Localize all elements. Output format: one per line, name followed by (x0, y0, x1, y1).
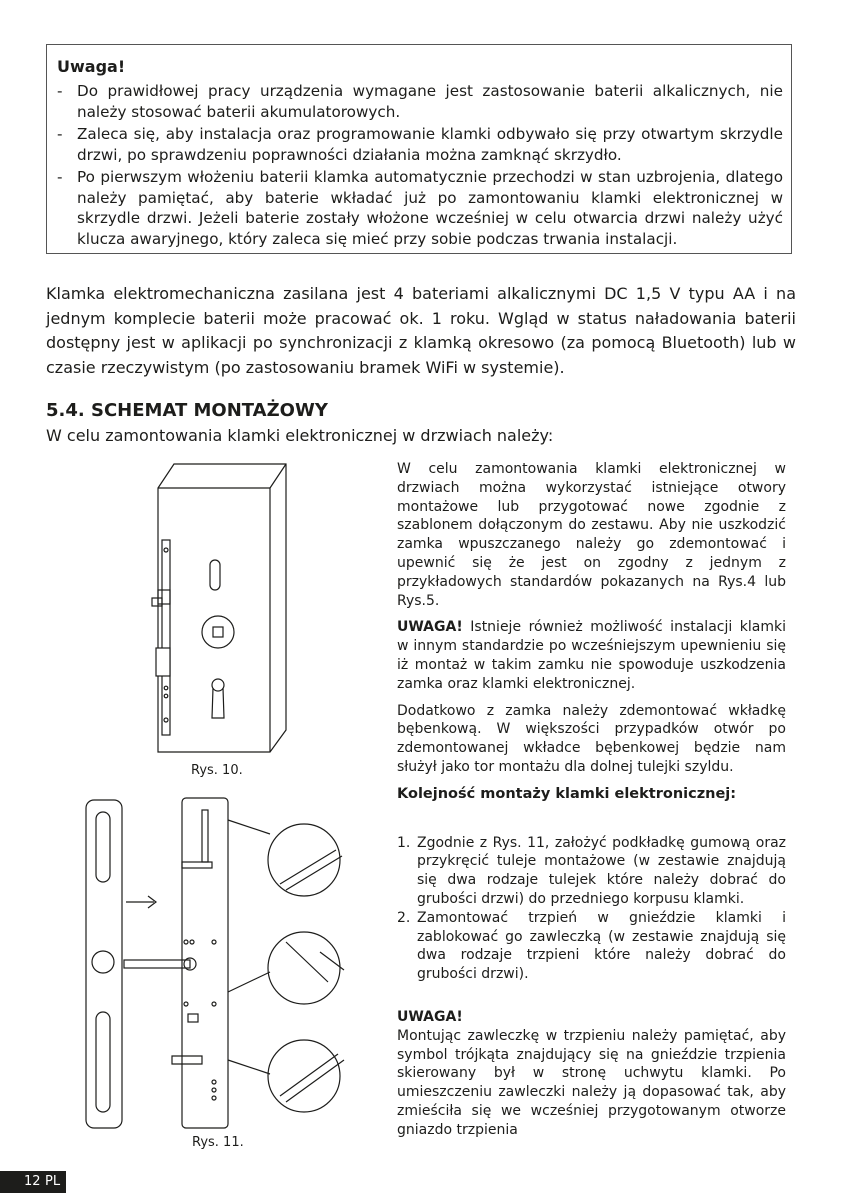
page-number: 12 (24, 1174, 41, 1189)
list-item: 2. Zamontować trzpień w gnieździe klamki i zablokować go zawleczką (w zestawie znajdują się dwa rodzaje trzpieni które należy dobrać do grubości drzwi). (397, 909, 786, 983)
warning-paragraph (397, 618, 786, 693)
right-column (397, 460, 786, 1148)
warning-lead: UWAGA! (397, 619, 463, 636)
language-code: PL (45, 1174, 61, 1189)
figure-10-caption: Rys. 10. (191, 763, 243, 778)
steps-list (397, 834, 786, 984)
figure-11-caption: Rys. 11. (192, 1135, 244, 1150)
figure-10-door-diagram (150, 460, 290, 762)
warning-item: - Po pierwszym włożeniu baterii klamka automatycznie przechodzi w stan uzbrojenia, dlatego należy pamiętać, aby baterie wkładać już po zamontowaniu klamki elektronicznej w skrzydle drzwi. Jeżeli baterie zostały włożone wcześniej w celu otwarcia drzwi należy użyć klucza awaryjnego, który zaleca się mieć przy sobie podczas trwania instalacji. (57, 168, 783, 248)
figure-11-assembly-diagram (74, 792, 374, 1132)
warning-text: Istnieje również możliwość instalacji klamki w innym standardzie po wcześniejszym upewnieniu się iż montaż w takim zamku nie spowoduje uszkodzenia zamka oraz klamki elektronicznej. (397, 619, 786, 692)
note-title: UWAGA! (397, 1008, 463, 1025)
cylinder-paragraph: Dodatkowo z zamka należy zdemontować wkładkę bębenkową. W większości przypadków otwór po zdemontowanej wkładce bębenkowej będzie nam służył jako tor montażu dla dolnej tulejki szyldu. (397, 702, 786, 775)
list-item: 1. Zgodnie z Rys. 11, założyć podkładkę gumową oraz przykręcić tuleje montażowe (w zestawie znajdują się dwa rodzaje tulejek które należy dobrać do grubości drzwi) do przedniego korpusu klamki. (397, 834, 786, 907)
steps-title: Kolejność montaży klamki elektronicznej: (397, 785, 737, 802)
mounting-paragraph: W celu zamontowania klamki elektronicznej w drzwiach można wykorzystać istniejące otwory montażowe lub przygotować nowe zgodnie z szablonem dołączonym do zestawu. Aby nie uszkodzić zamka wpuszczanego należy go zdemontować i upewnić się że jest on zgodny z jednym z przykładowych standardów pokazanych na Rys.4 lub Rys.5. (397, 461, 786, 609)
intro-paragraph: Klamka elektromechaniczna zasilana jest 4 bateriami alkalicznymi DC 1,5 V typu AA i na jednym komplecie baterii może pracować ok. 1 roku. Wgląd w status naładowania baterii dostępny jest w aplikacji po synchronizacji z klamką okresowo (za pomocą Bluetooth) lub w czasie rzeczywistym (po zastosowaniu bramek WiFi w systemie). (46, 284, 796, 377)
note-text: Montując zawleczkę w trzpieniu należy pamiętać, aby symbol trójkąta znajdujący się na gnieździe trzpienia skierowany był w stronę uchwytu klamki. Po umieszczeniu zawleczki należy ją dopasować tak, aby zmieściła się we wcześniej przygotowanym otworze gniazdo trzpienia (397, 1027, 786, 1138)
section-title: 5.4. SCHEMAT MONTAŻOWY (46, 400, 328, 421)
warning-title: Uwaga! (57, 57, 126, 76)
section-subtitle: W celu zamontowania klamki elektronicznej w drzwiach należy: (46, 426, 554, 445)
warning-item: - Zaleca się, aby instalacja oraz programowanie klamki odbywało się przy otwartym skrzydle drzwi, po sprawdzeniu poprawności działania można zamknąć skrzydło. (57, 125, 783, 164)
warning-box (46, 44, 792, 254)
warning-item: - Do prawidłowej pracy urządzenia wymagane jest zastosowanie baterii alkalicznych, nie należy stosować baterii akumulatorowych. (57, 82, 783, 121)
